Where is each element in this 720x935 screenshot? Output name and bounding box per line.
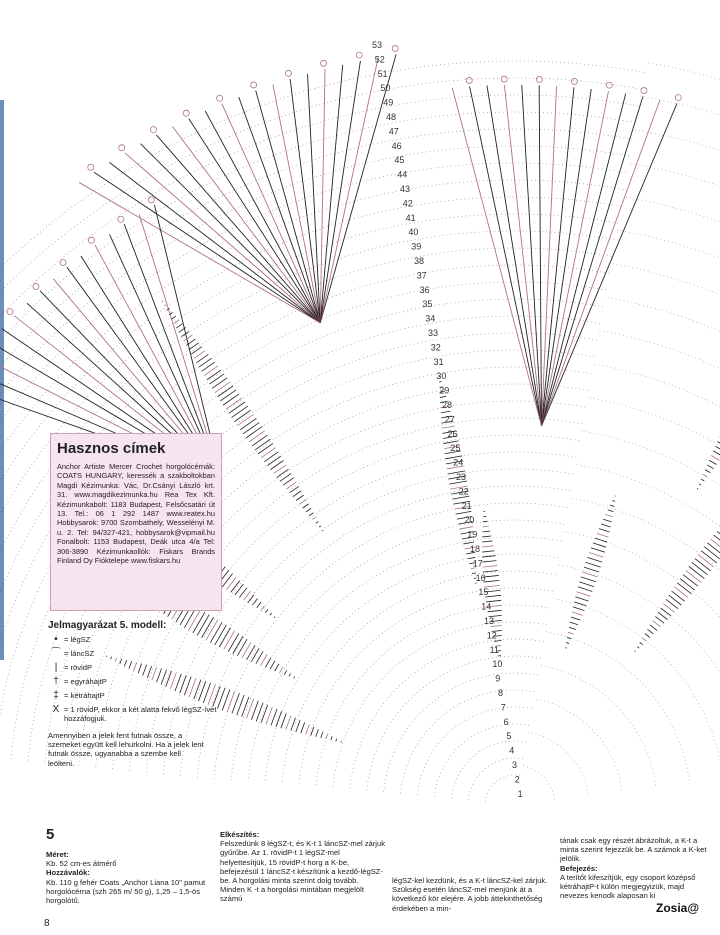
- round-number: 35: [422, 299, 433, 310]
- round-number: 47: [388, 126, 399, 137]
- info-box-text: Anchor Artiste Mercer Crochet horgolócérnák: COATS HUNGARY, keressék a szakboltokban Magdi Kézimunka: Vác, Dr.Csányi László krt. 31. www.magdikezimunka.hu Rea Tex Kft. Kézimunkabolt: 1183 Budapest, Felsőcsatári út 13. Tel.: 06 1 292 1487 www.reatex.hu Hobbysarok: 9700 Szombathely, Wesselényi M. u. 2. Tel: 94/327-421, hobbysarok@vipmail.hu Fonalbolt: 1153 Budapest, Deák utca 4/a Tel: 306-3890 Kézimunkaollók: Fiskars Brands Finland Oy Fióktelepe www.fiskars.hu: [57, 462, 215, 566]
- round-number: 33: [428, 328, 439, 338]
- round-number: 44: [397, 169, 408, 180]
- round-number: 30: [436, 371, 447, 382]
- instructions-heading: Elkészítés:: [220, 830, 260, 839]
- instructions-text: Felszedünk 8 légSZ-t, és K-t 1 láncSZ-mel zárjuk gyűrűbe. Az 1. rövidP-t 1 légSZ-mel helyettesítjük, 15 rövidP-t horg a K-be, befejezésül 1 láncSZ-t készítünk a kezdő-légSZ-be. A horgolási minta szerint dolg tovább. Minden K -t a horgolási mintában megjelölt számú: [220, 839, 386, 904]
- legend-item: [48, 705, 218, 723]
- round-number: 14: [481, 601, 492, 612]
- legend-label: = rövidP: [64, 663, 93, 672]
- materials-text: Kb. 110 g fehér Coats „Anchor Liana 10" pamut horgolócérna (szh 265 m/ 50 g), 1,25 – 1,5-ös horgolótű.: [46, 877, 206, 906]
- round-number: 49: [383, 97, 394, 108]
- round-number: 11: [489, 644, 499, 655]
- round-number: 19: [467, 529, 478, 540]
- round-number: 23: [456, 472, 467, 482]
- legend-item: [48, 663, 218, 673]
- size-materials-column: [46, 850, 206, 905]
- legend-note: Amennyiben a jelek fent futnak össze, a szemeket együtt kell lehurkolni. Ha a jelek lent futnak össze, ugyanabba a szembe kell leölteni.: [48, 731, 204, 768]
- round-number: 3: [512, 760, 518, 770]
- legend-label: = láncSZ: [64, 649, 95, 658]
- legend-item: [48, 635, 218, 645]
- instructions-text: tának csak egy részét ábrázoltuk, a K-t a minta szerint fejezzük be. A számok a K-ket jelölik.: [560, 836, 707, 864]
- single-cross-icon: †: [53, 676, 59, 687]
- round-number: 24: [453, 457, 464, 468]
- round-number: 25: [450, 443, 461, 454]
- round-number: 48: [386, 112, 397, 122]
- legend-item: [48, 691, 218, 701]
- size-heading: Méret:: [46, 850, 69, 859]
- round-number: 26: [447, 428, 458, 439]
- legend-label: = kétráhajtP: [64, 691, 105, 700]
- dot-icon: •: [54, 634, 58, 645]
- round-number: 29: [439, 385, 450, 396]
- round-number: 21: [461, 500, 472, 511]
- round-number: 34: [425, 313, 436, 324]
- page-number: 8: [44, 918, 50, 929]
- round-number: 37: [416, 270, 427, 281]
- model-number: 5: [46, 826, 55, 843]
- x-mark-icon: X: [52, 704, 60, 715]
- round-number: 16: [475, 572, 486, 583]
- round-number: 28: [442, 400, 453, 410]
- legend-item: [48, 649, 218, 659]
- legend-label: = légSZ: [64, 635, 91, 644]
- round-number: 43: [400, 184, 411, 194]
- round-number: 9: [495, 673, 501, 684]
- size-text: Kb. 52 cm-es átmérő: [46, 859, 117, 869]
- round-number: 52: [374, 54, 385, 65]
- round-number: 38: [414, 256, 425, 266]
- round-number: 51: [377, 68, 388, 79]
- round-number: 22: [458, 486, 469, 497]
- round-number: 12: [486, 630, 497, 641]
- finishing-heading: Befejezés:: [560, 863, 598, 873]
- round-number: 10: [492, 659, 503, 670]
- chain-arc-icon: ⌒: [51, 648, 61, 659]
- round-number: 5: [506, 731, 512, 742]
- stitch-fans: [0, 45, 681, 478]
- round-number: 32: [430, 342, 441, 353]
- round-number: 2: [514, 774, 520, 785]
- round-number: 31: [433, 356, 444, 367]
- instructions-column-2: [392, 876, 552, 913]
- round-number: 6: [503, 716, 509, 727]
- round-number: 8: [498, 688, 504, 698]
- finishing-text: A terítőt kifeszítjük, egy csoport középső kétráhajtP-t külön megjegyizük, majd nevezes kenodk alaposan ki: [560, 872, 696, 901]
- round-number: 46: [391, 140, 402, 151]
- instructions-column-1: [220, 830, 385, 904]
- round-number: 40: [408, 227, 419, 238]
- round-number: 45: [394, 155, 405, 166]
- round-number: 7: [500, 702, 506, 713]
- legend-item: [48, 677, 218, 687]
- info-box: [50, 433, 222, 611]
- round-number: 4: [509, 745, 515, 756]
- round-number: 20: [464, 515, 475, 526]
- round-number: 53: [372, 40, 383, 50]
- short-bar-icon: |: [54, 662, 58, 673]
- materials-heading: Hozzávalók:: [46, 868, 90, 878]
- watermark: Zosia@: [656, 901, 700, 915]
- round-number: 50: [380, 83, 391, 94]
- symbol-legend: [48, 620, 218, 768]
- instructions-text: légSZ-kel kezdünk, és a K-t láncSZ-kel zárjuk. Szükség esetén láncSZ-mel menjünk át a következő kör elejére. A jobb áttekinthetőség érdekében a min-: [392, 876, 548, 913]
- round-number: 41: [405, 212, 416, 223]
- legend-label: = 1 rövidP, ekkor a két alatta fekvő légSZ-ívet hozzáfogjuk.: [64, 705, 217, 723]
- round-number: 1: [517, 788, 523, 799]
- round-number: 15: [478, 587, 489, 598]
- round-number: 36: [419, 284, 430, 295]
- round-number: 27: [444, 414, 455, 425]
- round-number: 13: [484, 616, 495, 626]
- double-cross-icon: ‡: [53, 690, 59, 701]
- legend-label: = egyráhajtP: [64, 677, 107, 686]
- info-box-title: Hasznos címek: [57, 440, 166, 457]
- legend-title: Jelmagyarázat 5. modell:: [48, 620, 167, 631]
- round-number: 18: [470, 544, 481, 554]
- round-number: 39: [411, 241, 422, 252]
- round-number: 42: [402, 198, 413, 209]
- instructions-column-3: [560, 836, 710, 900]
- round-number: 17: [472, 558, 483, 569]
